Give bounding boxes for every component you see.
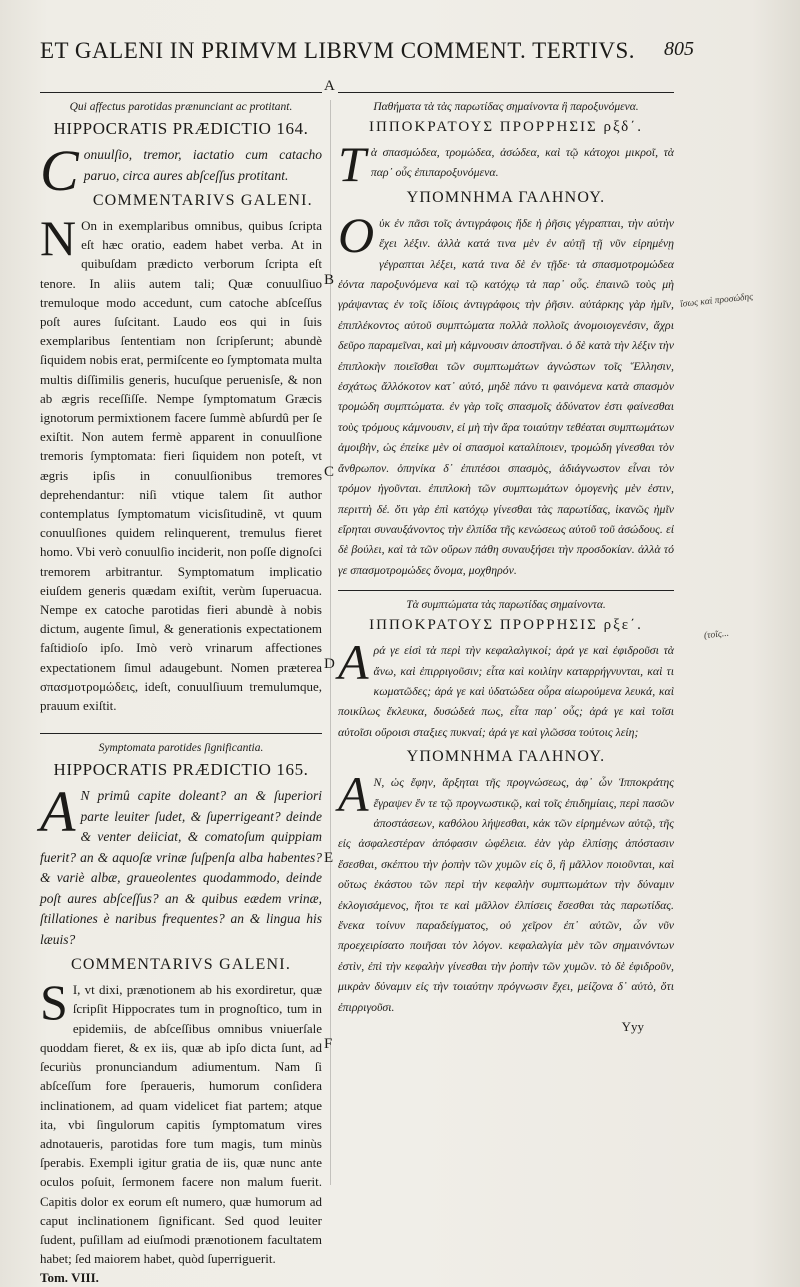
greek-aphorism-165: Αρά γε εἰσὶ τὰ περὶ τὴν κεφαλαλγικοί; ἀρά γε καὶ ἐφιδροῦσι τὰ ἄνω, καὶ ἐπιρριγοῦσιν; εἶτα καὶ κοιλίην καταρρήγνυνται, καὶ τι κωματῶδες; ἀρά γε καὶ ὑδατώδεα οὖρα αἰωρούμενα λευκά, καὶ ποικίλως ἔκλευκα, δυσώδεά πως, εἶτα παρ᾽ οὖς; ἀρά γε καὶ τοῖσι αὐτοῖσι οὔροισι σταξιες πυκναί; ἀρά γε καὶ γλῶσσα τούτοις λείη; bbox=[338, 634, 674, 739]
commentary-heading-164: COMMENTARIVS GALENI. bbox=[92, 192, 313, 209]
margin-letter-c: C bbox=[324, 464, 335, 480]
rule bbox=[40, 92, 322, 93]
prediction-heading-165: HIPPOCRATIS PRÆDICTIO 165. bbox=[53, 760, 309, 780]
greek-commentary-heading-165: ΥΠΟΜΝΗΜΑ ΓΑΛΗΝΟΥ. bbox=[406, 748, 606, 766]
signature-footer bbox=[338, 1019, 674, 1035]
greek-prediction-heading-165: ΙΠΠΟΚΡΑΤΟΥΣ ΠΡΟΡΡΗΣΙΣ ρξε΄. bbox=[369, 617, 643, 634]
commentary-heading-165: COMMENTARIVS GALENI. bbox=[70, 956, 292, 974]
aphorism-164: Conuulſio, tremor, iactatio cum catacho paruo, circa aures abſceſſus protitant. bbox=[40, 138, 322, 203]
greek-prediction-heading-164: ΙΠΠΟΚΡΑΤΟΥΣ ΠΡΟΡΡΗΣΙΣ ρξδ΄. bbox=[369, 119, 643, 135]
greek-commentary-text-165: Α Ν, ὡς ἔφην, ἄρξηται τῆς προγνώσεως, ἀφ᾽ ὧν Ἱπποκράτης ἔγραψεν ἔν τε τῷ προγνωστικῷ, καὶ τοῖς ἐπιδημίαις, περὶ πασῶν ἀποστάσεων, καθόλου λήψεσθαι, κἀκ τῶν εἰρημένων αὐτῷ, τῆς εἰς ἀσφαλεστέραν ἀπόφασιν ὠφέλεια. ἐὰν γὰρ ἐλπίσῃς ἀπόστασιν ἔσεσθαι, σκέπτου τὴν ῥοπὴν τῶν χυμῶν εἰς ὃ, ἢ μᾶλλον ποιοῦνται, καὶ οὕτως ἑκάστου τῶν περὶ τὴν κεφαλὴν συμπτωμάτων τὴν δύναμιν ἐκλογισάμενος, ἤτοι τε καὶ μᾶλλον ἐλπίσεις ἔσεσθαι τὰς παρωτίδας. ἕνεκα τοίνυν παραδείγματος, οὐ χεῖρον ἐπ᾽ αὐτῶν, ὧν νῦν προεχειρίσατο ποιῆσαι τὸν λόγον. κεφαλαλγία μὲν τῶν σημαινόντων ἐστὶν, ἐπὶ τὴν κεφαλὴν γίνεσθαι τὴν ῥοπὴν τῶν χυμῶν. τὸ δὲ ἐφιδροῦν, μικρὰν δύναμιν εἰς τὴν τοιαύτην πρόγνωσιν ἔχει, μείζονα δ᾽ αὐτὸ, ὅτι ἐπιρριγοῦσι. bbox=[338, 766, 674, 1014]
greek-commentary-heading-164: ΥΠΟΜΝΗΜΑ ΓΑΛΗΝΟΥ. bbox=[406, 188, 606, 206]
margin-letter-e: E bbox=[324, 850, 334, 866]
prediction-heading-164: HIPPOCRATIS PRÆDICTIO 164. bbox=[53, 119, 309, 138]
signature-mark: Yyy bbox=[621, 1019, 644, 1035]
rule bbox=[338, 92, 674, 93]
margin-letter-d: D bbox=[324, 656, 335, 672]
column-gutter bbox=[330, 100, 331, 1185]
greek-column bbox=[338, 92, 674, 1035]
margin-letter-f: F bbox=[324, 1036, 333, 1052]
handwritten-margin-note-2: (τοῖς... bbox=[703, 628, 730, 642]
drop-capital: C bbox=[40, 138, 79, 203]
drop-capital: Α bbox=[338, 634, 369, 691]
drop-capital: N bbox=[40, 210, 77, 266]
margin-letter-a: A bbox=[324, 78, 335, 94]
commentary-text-164: N On in exemplaribus omnibus, quibus ſcripta eſt hæc oratio, eadem habet verba. At in quibuſdam prædicto verborum ſcripta eſt tenore. In aliis autem tali; Quæ conuulſiuo tremuloque modo accedunt, cum catoche abſceſſus poſt aures ſuſcitant. Laudo eos qui in ſuis exemplaribus ſententiam non ſcripſerunt; abundè ſiquidem nobis erat, permiſcente eo ſymptomata multa multis diſſimilis generis, hucuſque peruenisſe, & non ab ægris receſſiſſe. Nempe ſymptomatum Græcis ignotorum permixtionem facere ſummè abſurdû per ſe exiſtit. Non autem fermè apparent in conuulſione tremoris ſymptomata: fieri ſiquidem non poteſt, vt ægris ipſis in conuulſionibus tremores deprehendantur: niſi vtique talem ſit author contemplatus ſymptomatum vicisſitudinẽ, vt quum conuulſiones quidem relinquerent, tremulus fieret homo. Vbi verò conuulſio inciderit, non poſſe dignoſci tremorem arbitrantur. Symptomatum implicatio eiuſdem generis quædam exiſtit, verùm ſuperuacua. Nempe ex catoche parotidas fieri abundè à nobis dictum, augente ſimul, & generationis expectationem faſtidioſo ipſo. Imò verò vrinarum affectiones expectationem ſimul adaugebunt. Nomen præterea σπασμοτρομώδεις, ideſt, conuulſiuum tremulumque, prauum exiſtit. bbox=[40, 210, 322, 714]
drop-capital: A bbox=[40, 779, 76, 845]
handwritten-margin-note: ἴσως καὶ προσώδης bbox=[679, 292, 754, 310]
drop-capital: Α bbox=[338, 766, 369, 823]
commentary-text-165: S I, vt dixi, prænotionem ab his exordiretur, quæ ſcripſit Hippocrates tum in prognoſtico, tum in epidemiis, de abſceſſibus omnibus vniuerſale quoddam fieret, & ex iis, quæ ab ipſo dicta ſunt, ad ſecuriùs pronunciandum adiumentum. Nam ſi abſceſſum fore ſperaueris, humorum conſidera inclinationem, ad quam videlicet fiat partem; atque ita, vbi ſingulorum capitis ſymptomatum vires adnotaueris, parotidas fore tum magis, tum minùs ſperabis. Exempli igitur gratia de iis, quæ nunc ante oculos poſuit, ſermonem facere non malum fuerit. Capitis dolor ex eorum eſt numero, quæ humorum ad caput inclinationem ſignificant. Sed quod leuiter ſudent, puſillam ad eiuſmodi prænotionem facultatem habet; ſed maiorem habet, quòd ſuperriguerit. bbox=[40, 974, 322, 1267]
greek-aphorism-164: Τὰ σπασμώδεα, τρομώδεα, ἀσώδεα, καὶ τῷ κάτοχοι μικροῖ, τὰ παρ᾽ οὖς ἐπιπαροξυνόμενα. bbox=[338, 136, 674, 192]
drop-capital: S bbox=[40, 974, 68, 1031]
volume-label: Tom. VIII. bbox=[40, 1270, 99, 1286]
page-number: 805 bbox=[664, 38, 694, 60]
aphorism-165: A N primû capite doleant? an & ſuperiori parte leuiter ſudet, & ſuperrigeant? deinde & venter deiiciat, & comatoſum quippiam fuerit? an & aquoſæ vrinæ ſuſpenſa alba habentes? & variè albæ, graueolentes quodammodo, deinde poſt aures abſceſſus? an & quibus eædem vrinæ, ſtillationes è naribus frequentes? an & lingua his læuis? bbox=[40, 779, 322, 947]
greek-section-caption-165: Τὰ συμπτώματα τὰς παρωτίδας σημαίνοντα. bbox=[406, 599, 606, 612]
volume-footer bbox=[40, 1270, 322, 1286]
section-caption-165: Symptomata parotides ſignificantia. bbox=[98, 742, 264, 755]
greek-section-caption-164: Παθήματα τὰ τὰς παρωτίδας σημαίνοντα ἢ παροξυνόμενα. bbox=[373, 101, 639, 113]
rule bbox=[40, 733, 322, 734]
running-title: ET GALENI IN PRIMVM LIBRVM COMMENT. TERTIVS. bbox=[40, 38, 636, 63]
rule bbox=[338, 590, 674, 591]
margin-letter-b: B bbox=[324, 272, 335, 288]
section-caption-164: Qui affectus parotidas prænunciant ac protitant. bbox=[69, 101, 293, 113]
drop-capital: Τ bbox=[338, 136, 366, 192]
latin-column bbox=[40, 92, 322, 1286]
greek-commentary-text-164: Οὐκ ἐν πᾶσι τοῖς ἀντιγράφοις ἥδε ἡ ῥῆσις γέγραπται, τὴν αὐτὴν ἔχει λέξιν. ἀλλὰ κατά τινα μὲν ἐν αὐτῇ τῇ νῦν εἰρημένῃ γέγραπται λέξει, κατά τινα δὲ ἐν τῇδε· τὰ σπασμοτρομώδεα ἐόντα παροξυνόμενα καὶ τῷ κατόχῳ τὰ παρ᾽ οὖς. ἐπαινῶ τοὺς μὴ γράψαντας ἐν τοῖς ἰδίοις ἀντιγράφοις τὴν ῥῆσιν. αὐτάρκης γὰρ ἡμῖν, ἐπιπλέκοντος αὐτοῦ συμπτώματα πολλὰ πολλοῖς ἀνομοιογενέσιν, ἄχρι δεῦρο παραμεῖναι, καὶ μὴ κάμνουσιν ἀποστῆναι. ὁ δὲ κατὰ τὴν λέξιν τὴν ἐπιπλοκὴν ποιεῖσθαι τῶν συμπτωμάτων ἀγνώστων τοῖς Ἕλλησιν, ἐσχάτως ἄλλόκοτον κατ᾽ αὐτό, μηδὲ πάνυ τι φαινόμενα κατὰ σπασμὸν τρομώδη συμπτώματα. ἐν γὰρ τοῖς σπασμοῖς ἀδύνατον ἐστι φαίνεσθαι τοὺς τρόμους κάμνουσιν, εἰ μὴ τὴν ἄρα τοιαύτην τεθέαται συμπτωμάτων ἀμοιβὴν, ὡς ἐπείκε μὲν οἱ σπασμοὶ καταλίποιεν, τρομώδη γίνεσθαι τὸν ἄνθρωπον. ὁπηνίκα δ᾽ ἐπιπέσοι σπασμὸς, ἀδιάγνωστον εἶναι τὸν τρόμον ἡγοῦνται. ἐπιπλοκὴ τῶν συμπτωμάτων ὁμογενὴς μὲν ἐστιν, περιττὴ δέ. ὅτι γὰρ ἐπὶ κατόχῳ γίνεσθαι τὰς παρωτίδας, ἱκανῶς ἡμῖν εἴρηται συναυξάνοντος τὴν ἐλπίδα τῆς κενώσεως αὐτοῦ τοῦ ἀσώδους. εἰ δὲ βούλει, καὶ τὰ τῶν οὔρων πάθη συναυξήσει τὴν προσδοκίαν. ἀλλὰ τό γε σπασμοτρομώδες ὄνομα, μοχθηρόν. bbox=[338, 206, 674, 577]
drop-capital: Ο bbox=[338, 206, 375, 263]
